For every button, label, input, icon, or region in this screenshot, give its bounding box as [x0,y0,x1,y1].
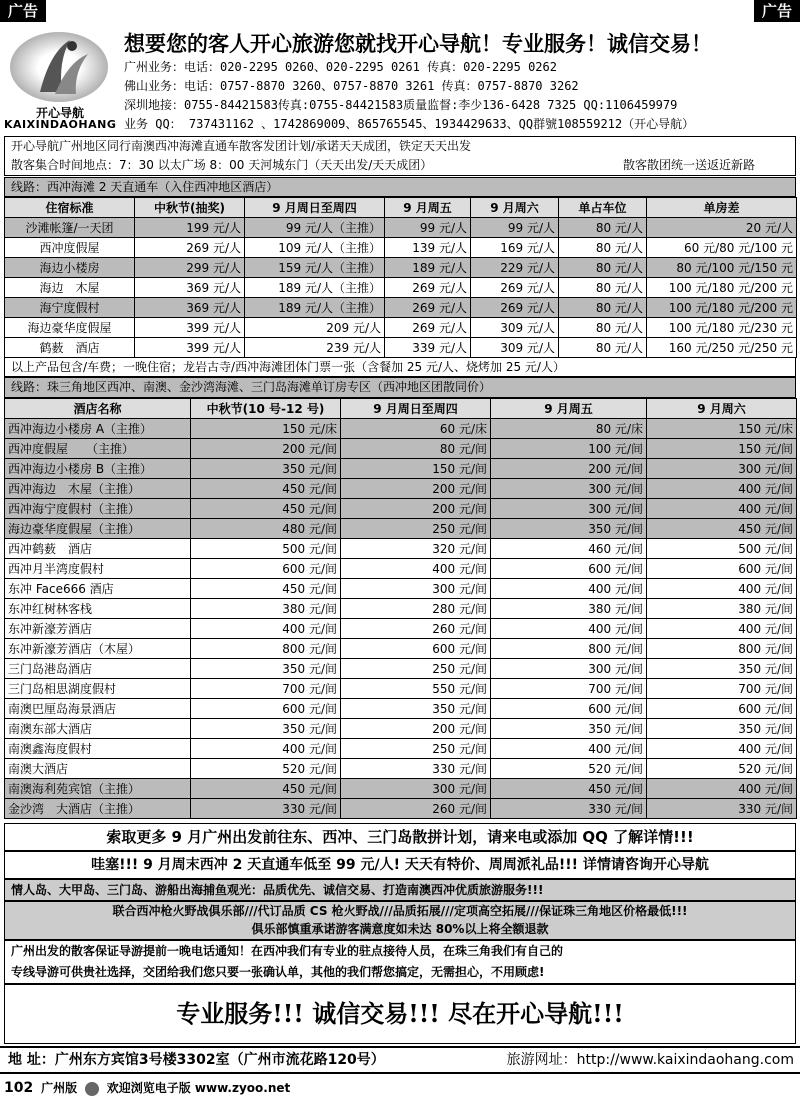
hotel-row [5,439,797,459]
hotel-cell: 400 元/间 [647,479,797,499]
hotel-cell: 600 元/间 [491,559,647,579]
hotel-row [5,719,797,739]
hotel-cell: 460 元/间 [491,539,647,559]
hotel-cell: 金沙湾 大酒店（主推） [5,799,191,819]
hotel-cell: 南澳鑫海度假村 [5,739,191,759]
package-cell: 239 元/人 [245,338,385,358]
package-header-cell: 单占车位 [559,198,647,218]
package-cell: 60 元/80 元/100 元 [647,238,797,258]
hotel-cell: 200 元/间 [341,479,491,499]
promo-cs-club: 联合西冲枪火野战俱乐部///代订品质 CS 枪火野战///品质拓展///定项高空拓展///保证珠三角地区价格最低!!! [4,901,796,921]
hotel-row [5,539,797,559]
package-cell: 209 元/人 [245,318,385,338]
hotel-row [5,799,797,819]
hotel-cell: 400 元/间 [647,499,797,519]
hotel-cell: 300 元/间 [491,659,647,679]
promo-inquiry: 索取更多 9 月广州出发前往东、西冲、三门岛散拼计划，请来电或添加 QQ 了解详情!!! [4,823,796,851]
hotel-cell: 450 元/间 [191,779,341,799]
package-cell: 189 元/人 [385,258,471,278]
package-row [5,238,797,258]
package-header-cell: 中秋节(抽奖) [135,198,245,218]
hotel-cell: 700 元/间 [647,679,797,699]
hotel-cell: 400 元/间 [647,779,797,799]
hotel-cell: 350 元/间 [647,719,797,739]
package-header-cell: 9 月周五 [385,198,471,218]
package-row [5,338,797,358]
package-cell: 80 元/人 [559,318,647,338]
hotel-cell: 330 元/间 [491,799,647,819]
contact-foshan: 佛山业务：电话：0757-8870 3260、0757-8870 3261 传真：0757-8870 3262 [124,79,579,93]
ad-label-right: 广告 [754,0,800,22]
hotel-row [5,659,797,679]
logo-name-cn: 开心导航 [35,106,84,120]
package-row [5,258,797,278]
package-cell: 鹤薮 酒店 [5,338,135,358]
hotel-cell: 600 元/间 [647,559,797,579]
hotel-cell: 600 元/间 [491,699,647,719]
hotel-cell: 380 元/间 [647,599,797,619]
hotel-cell: 330 元/间 [647,799,797,819]
package-header-cell: 9 月周六 [471,198,559,218]
hotel-cell: 400 元/间 [647,579,797,599]
package-cell: 399 元/人 [135,318,245,338]
contact-shenzhen: 深圳地接：0755-84421583传真:0755-84421583质量监督:李少136-6428 7325 QQ:1106459979 [124,98,678,112]
hotel-row [5,639,797,659]
promo-guarantee-line-2: 专线导游可供贵社选择，交团给我们您只要一张确认单，其他的我们帮您搞定，无需担心，不用顾虑! [11,965,545,979]
package-header-cell: 单房差 [647,198,797,218]
table1-title: 线路：西冲海滩 2 天直通车（入住西冲地区酒店） [4,177,796,197]
hotel-cell: 600 元/间 [191,699,341,719]
hotel-cell: 东冲 Face666 酒店 [5,579,191,599]
big-slogan: 专业服务!!! 诚信交易!!! 尽在开心导航!!! [4,984,796,1044]
hotel-cell: 西冲鹤薮 酒店 [5,539,191,559]
promo-weekend: 哇塞!!! 9 月周末西冲 2 天直通车低至 99 元/人! 天天有特价、周周派礼品!!! 详情请咨询开心导航 [4,851,796,879]
hotel-cell: 300 元/间 [491,479,647,499]
package-cell: 199 元/人 [135,218,245,238]
promo-guarantee-line-1: 广州出发的散客保证导游提前一晚电话通知！在西冲我们有专业的驻点接待人员，在珠三角我们有自己的 [11,944,564,958]
hotel-cell: 450 元/间 [191,579,341,599]
hotel-cell: 300 元/间 [341,779,491,799]
hotel-cell: 400 元/间 [191,619,341,639]
hotel-cell: 150 元/间 [341,459,491,479]
hotel-row [5,559,797,579]
hotel-cell: 450 元/间 [647,519,797,539]
hotel-cell: 东冲新濠芳酒店 [5,619,191,639]
notice-line-1: 开心导航广州地区同行南澳西冲海滩直通车散客发团计划/承诺天天成团，铁定天天出发 [11,139,472,153]
hotel-cell: 330 元/间 [341,759,491,779]
promo-islands: 情人岛、大甲岛、三门岛、游船出海捕鱼观光：品质优先、诚信交易、打造南澳西冲优质旅游服务!!! [4,879,796,901]
hotel-cell: 西冲海边小楼房 A（主推） [5,419,191,439]
package-cell: 80 元/人 [559,258,647,278]
hotel-header-cell: 9 月周六 [647,399,797,419]
package-cell: 99 元/人 [471,218,559,238]
hotel-cell: 400 元/间 [191,739,341,759]
hotel-cell: 西冲度假屋 （主推） [5,439,191,459]
hotel-cell: 80 元/间 [341,439,491,459]
hotel-row [5,459,797,479]
hotel-cell: 250 元/间 [341,519,491,539]
package-header-cell: 9 月周日至周四 [245,198,385,218]
hotel-cell: 400 元/间 [491,579,647,599]
hotel-cell: 700 元/间 [191,679,341,699]
hotel-row [5,499,797,519]
contact-guangzhou: 广州业务：电话：020-2295 0260、020-2295 0261 传真：020-2295 0262 [124,60,557,74]
hotel-cell: 150 元/床 [647,419,797,439]
hotel-cell: 400 元/间 [491,739,647,759]
hotel-cell: 260 元/间 [341,799,491,819]
package-cell: 309 元/人 [471,318,559,338]
package-cell: 269 元/人 [135,238,245,258]
edition: 广州版 [41,1081,78,1095]
hotel-cell: 东冲红树林客栈 [5,599,191,619]
package-cell: 99 元/人（主推） [245,218,385,238]
logo-emblem-icon [10,32,108,102]
package-cell: 109 元/人（主推） [245,238,385,258]
package-row [5,278,797,298]
package-cell: 139 元/人 [385,238,471,258]
package-row [5,218,797,238]
notice-line-2: 散客集合时间地点：7：30 以太广场 8：00 天河城东门（天天出发/天天成团） [11,158,433,172]
hotel-cell: 350 元/间 [191,719,341,739]
package-cell: 西冲度假屋 [5,238,135,258]
package-cell: 海边小楼房 [5,258,135,278]
package-row [5,318,797,338]
hotel-row [5,699,797,719]
ad-label-left: 广告 [0,0,46,22]
notice-line-2-right: 散客散团统一送返近新路 [622,158,755,172]
hotel-cell: 西冲海边小楼房 B（主推） [5,459,191,479]
hotel-cell: 520 元/间 [647,759,797,779]
hotel-cell: 400 元/间 [491,619,647,639]
hotel-row [5,759,797,779]
hotel-cell: 300 元/间 [341,579,491,599]
package-cell: 299 元/人 [135,258,245,278]
hotel-cell: 600 元/间 [191,559,341,579]
departure-notice [4,136,796,176]
header [0,22,800,136]
hotel-cell: 800 元/间 [491,639,647,659]
hotel-cell: 250 元/间 [341,659,491,679]
package-cell: 269 元/人 [385,278,471,298]
hotel-cell: 150 元/间 [647,439,797,459]
hotel-cell: 三门岛相思湖度假村 [5,679,191,699]
publisher-logo-icon [85,1082,99,1096]
hotel-cell: 320 元/间 [341,539,491,559]
hotel-booking-table [4,398,797,819]
package-cell: 399 元/人 [135,338,245,358]
company-logo [4,24,116,132]
hotel-cell: 600 元/间 [647,699,797,719]
hotel-cell: 330 元/间 [191,799,341,819]
hotel-cell: 800 元/间 [647,639,797,659]
hotel-row [5,579,797,599]
hotel-cell: 200 元/间 [191,439,341,459]
hotel-row [5,619,797,639]
hotel-cell: 三门岛港岛酒店 [5,659,191,679]
package-cell: 80 元/人 [559,218,647,238]
hotel-row [5,739,797,759]
hotel-cell: 80 元/床 [491,419,647,439]
hotel-row [5,779,797,799]
package-cell: 80 元/人 [559,278,647,298]
xichong-package-table [4,197,797,358]
package-cell: 269 元/人 [385,318,471,338]
package-cell: 169 元/人 [471,238,559,258]
package-cell: 80 元/100 元/150 元 [647,258,797,278]
hotel-cell: 350 元/间 [341,699,491,719]
hotel-cell: 南澳大酒店 [5,759,191,779]
page-footer [0,1078,800,1100]
hotel-cell: 300 元/间 [491,499,647,519]
hotel-cell: 400 元/间 [647,739,797,759]
hotel-cell: 150 元/床 [191,419,341,439]
contact-qq: 业务 QQ： 737431162 、1742869009、865765545、1934429633、QQ群號108559212（开心导航） [124,117,695,131]
package-cell: 339 元/人 [385,338,471,358]
hotel-header-row [5,399,797,419]
package-cell: 80 元/人 [559,238,647,258]
package-cell: 189 元/人（主推） [245,278,385,298]
package-cell: 20 元/人 [647,218,797,238]
hotel-cell: 500 元/间 [191,539,341,559]
package-header-row [5,198,797,218]
website[interactable]: 旅游网址：http://www.kaixindaohang.com [506,1052,794,1068]
package-cell: 269 元/人 [471,298,559,318]
package-cell: 沙滩帐篷/一天团 [5,218,135,238]
hotel-cell: 700 元/间 [491,679,647,699]
hotel-cell: 350 元/间 [191,659,341,679]
address: 地 址：广州东方宾馆3号楼3302室（广州市流花路120号） [8,1052,385,1068]
hotel-cell: 800 元/间 [191,639,341,659]
hotel-cell: 450 元/间 [191,479,341,499]
package-cell: 309 元/人 [471,338,559,358]
hotel-cell: 350 元/间 [647,659,797,679]
hotel-cell: 海边豪华度假屋（主推） [5,519,191,539]
hotel-row [5,679,797,699]
package-row [5,298,797,318]
table2-title: 线路：珠三角地区西冲、南澳、金沙湾海滩、三门岛海滩单订房专区（西冲地区团散同价） [4,377,796,398]
package-cell: 99 元/人 [385,218,471,238]
package-cell: 189 元/人（主推） [245,298,385,318]
hotel-cell: 60 元/床 [341,419,491,439]
hotel-cell: 350 元/间 [191,459,341,479]
package-cell: 159 元/人（主推） [245,258,385,278]
hotel-cell: 400 元/间 [341,559,491,579]
package-cell: 160 元/250 元/250 元 [647,338,797,358]
package-cell: 269 元/人 [471,278,559,298]
package-cell: 369 元/人 [135,278,245,298]
hotel-cell: 西冲海宁度假村（主推） [5,499,191,519]
hotel-row [5,599,797,619]
package-cell: 海边 木屋 [5,278,135,298]
hotel-cell: 200 元/间 [341,499,491,519]
hotel-cell: 260 元/间 [341,619,491,639]
hotel-cell: 380 元/间 [491,599,647,619]
welcome-text: 欢迎浏览电子版 www.zyoo.net [106,1081,291,1095]
hotel-cell: 200 元/间 [341,719,491,739]
hotel-cell: 西冲月半湾度假村 [5,559,191,579]
hotel-cell: 480 元/间 [191,519,341,539]
hotel-row [5,479,797,499]
hotel-cell: 550 元/间 [341,679,491,699]
package-cell: 269 元/人 [385,298,471,318]
address-bar [0,1046,800,1074]
hotel-cell: 350 元/间 [491,519,647,539]
hotel-cell: 600 元/间 [341,639,491,659]
hotel-cell: 350 元/间 [491,719,647,739]
hotel-row [5,519,797,539]
package-cell: 80 元/人 [559,338,647,358]
hotel-cell: 250 元/间 [341,739,491,759]
package-cell: 229 元/人 [471,258,559,278]
package-cell: 369 元/人 [135,298,245,318]
package-cell: 海边豪华度假屋 [5,318,135,338]
hotel-cell: 450 元/间 [191,499,341,519]
hotel-cell: 520 元/间 [191,759,341,779]
page-number: 102 [4,1080,34,1096]
package-cell: 100 元/180 元/200 元 [647,278,797,298]
hotel-cell: 100 元/间 [491,439,647,459]
hotel-header-cell: 中秋节(10 号-12 号) [191,399,341,419]
hotel-header-cell: 9 月周日至周四 [341,399,491,419]
hotel-header-cell: 酒店名称 [5,399,191,419]
hotel-cell: 200 元/间 [491,459,647,479]
hotel-cell: 280 元/间 [341,599,491,619]
hotel-cell: 南澳巴厘岛海景酒店 [5,699,191,719]
hotel-cell: 450 元/间 [491,779,647,799]
header-slogan: 想要您的客人开心旅游您就找开心导航！专业服务！诚信交易！ [124,32,712,56]
package-cell: 100 元/180 元/230 元 [647,318,797,338]
package-cell: 海宁度假村 [5,298,135,318]
hotel-cell: 520 元/间 [491,759,647,779]
hotel-cell: 南澳海利苑宾馆（主推） [5,779,191,799]
hotel-cell: 500 元/间 [647,539,797,559]
hotel-cell: 300 元/间 [647,459,797,479]
hotel-header-cell: 9 月周五 [491,399,647,419]
table1-footnote: 以上产品包含/车费；一晚住宿；龙岩古寺/西冲海滩团体门票一张（含餐加 25 元/人、烧烤加 25 元/人） [4,357,796,377]
hotel-cell: 东冲新濠芳酒店（木屋） [5,639,191,659]
hotel-cell: 西冲海边 木屋（主推） [5,479,191,499]
hotel-cell: 380 元/间 [191,599,341,619]
package-cell: 80 元/人 [559,298,647,318]
hotel-row [5,419,797,439]
hotel-cell: 400 元/间 [647,619,797,639]
promo-refund: 俱乐部慎重承诺游客满意度如未达 80%以上将全额退款 [4,921,796,940]
promo-guarantee [4,940,796,984]
hotel-cell: 南澳东部大酒店 [5,719,191,739]
package-cell: 100 元/180 元/200 元 [647,298,797,318]
package-header-cell: 住宿标准 [5,198,135,218]
logo-name-en: KAIXINDAOHANG [4,118,117,131]
